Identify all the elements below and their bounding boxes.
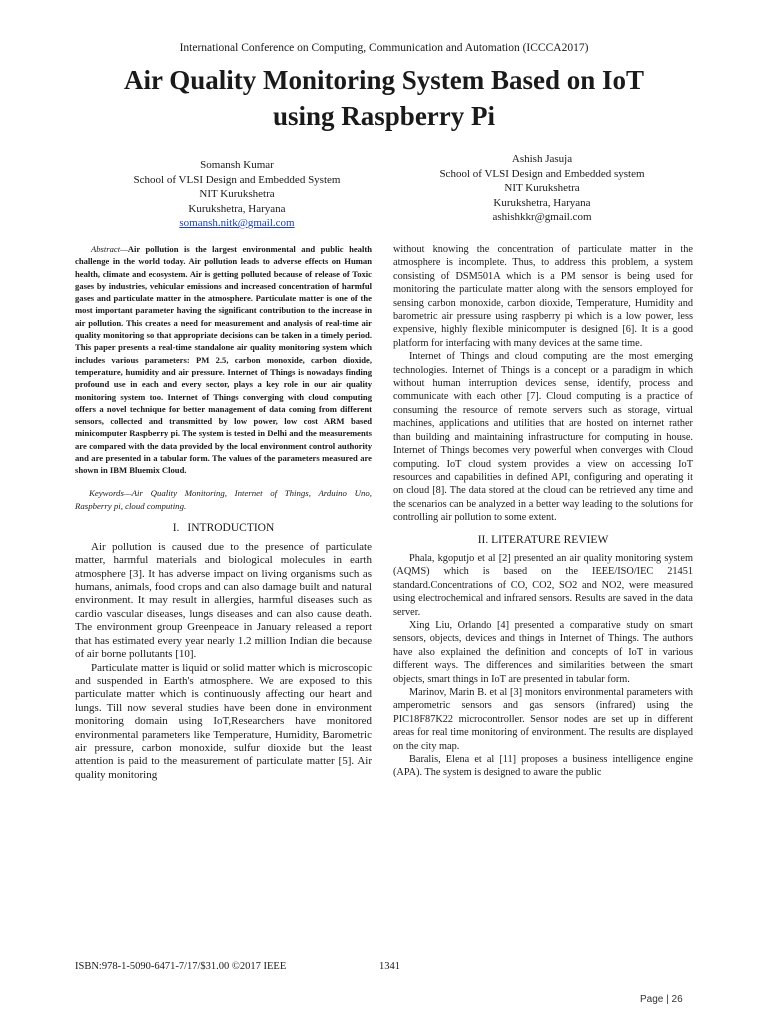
keywords: Keywords—Air Quality Monitoring, Internet of Things, Arduino Uno, Raspberry pi, cloud computing. <box>75 487 372 512</box>
title-line-1: Air Quality Monitoring System Based on IoT <box>123 65 645 95</box>
literature-paragraph-3: Marinov, Marin B. et al [3] monitors environmental parameters with amperometric sensors and gas sensors (infrared) using the PIC18F87K22 microcontroller. Sensor nodes are set up in different areas for real time monitoring of environment. The results are displayed on the city map. <box>393 687 693 752</box>
section-title: INTRODUCTION <box>187 522 275 535</box>
page-label: Page | 26 <box>640 994 683 1005</box>
right-column <box>393 243 693 780</box>
author-institution: NIT Kurukshetra <box>504 182 580 194</box>
conference-header: International Conference on Computing, Communication and Automation (ICCCA2017) <box>179 42 589 54</box>
isbn-text: ISBN:978-1-5090-6471-7/17/$31.00 ©2017 IEEE <box>75 961 287 972</box>
section-heading-literature-review: II. LITERATURE REVIEW <box>477 533 609 546</box>
paper-title <box>60 62 708 134</box>
author-email-link[interactable]: somansh.nitk@gmail.com <box>179 217 295 229</box>
literature-paragraph-2: Xing Liu, Orlando [4] presented a comparative study on smart sensors, objects, devices and things in Internet of Things. The authors have also explained the definition and concepts of IoT in various different ways. The differences and similarities between the smart objects, smart things in IoT are presented in tabular form. <box>393 619 693 685</box>
page-number: 1341 <box>379 961 400 972</box>
author-dept: School of VLSI Design and Embedded system <box>439 167 645 180</box>
title-line-2: using Raspberry Pi <box>272 101 496 131</box>
author-city: Kurukshetra, Haryana <box>188 202 286 215</box>
author-dept: School of VLSI Design and Embedded System <box>133 173 341 186</box>
literature-paragraph-4: Baralis, Elena et al [11] proposes a business intelligence engine (APA). The system is designed to aware the public <box>393 754 693 779</box>
author-block-1 <box>82 158 392 231</box>
literature-paragraph-1: Phala, kgoputjo et al [2] presented an air quality monitoring system (AQMS) which is based on the IEEE/ISO/IEC 21451 standard.Concentrations of CO, CO2, SO2 and NO2, were measured using electrochemical and infrared sensors. Results are saved in the data server. <box>393 552 693 618</box>
intro-paragraph-3: without knowing the concentration of particulate matter in the atmosphere is incomplete. Thus, to address this problem, a system consisting of DSM501A which is a PM sensor is being used for monitoring the particulate matter along with the sensors employed for sensing carbon monoxide, carbon dioxide, Temperature, Humidity and barometric air pressure using raspberry pi which is a low power, less expensive, highly flexible minicomputer is designed [6]. It is a good platform for interfacing with many devices at the same time. <box>393 244 693 349</box>
author-name: Somansh Kumar <box>200 159 274 171</box>
abstract-text: Air pollution is the largest environmental and public health challenge in the world today. Air pollution leads to adverse effects on Human health, climate and ecosystem. Air is getting polluted because of release of Toxic gases by industries, vehicular emissions and increased concentration of harmful gases and particulate matter in the atmosphere. Particulate matter is one of the most important parameter having the significant contribution to the increase in air pollution. This creates a need for measurement and analysis of real-time air quality monitoring so that appropriate decisions can be taken in a timely period. This paper presents a real-time standalone air quality monitoring system which includes various parameters: PM 2.5, carbon monoxide, carbon dioxide, temperature, humidity and air pressure. Internet of Things is nowadays finding profound use in each and every sector, plays a key role in our air quality monitoring system too. Internet of Things converging with cloud computing offers a novel technique for better management of data coming from different sensors, collected and transmitted by low power, low cost ARM based minicomputer Raspberry pi. The system is tested in Delhi and the measurements are compared with the data provided by the local environment control authority and are presented in a tabular form. The values of the parameters measured are shown in IBM Bluemix Cloud. <box>75 244 372 476</box>
author-name: Ashish Jasuja <box>511 153 573 165</box>
left-column <box>75 243 372 782</box>
abstract <box>75 243 372 477</box>
intro-paragraph-2: Particulate matter is liquid or solid matter which is microscopic and suspended in Earth's atmosphere. We are exposed to this particulate matter which is continuously affecting our heart and lungs. Till now several studies have been done in environment monitoring domain using IoT,Researchers have monitored environmental parameters like Temperature, Humidity, Barometric air pressure, carbon monoxide, sulfur dioxide but the least attention is paid to the measurement of particulate matter [5]. Air quality monitoring <box>75 661 372 781</box>
author-block-2 <box>390 152 694 225</box>
intro-paragraph-1: Air pollution is caused due to the presence of particulate matter, harmful materials and biological molecules in earth atmosphere [3]. It has adverse impact on living organisms such as humans, animals, food crops and can also damage built and natural environment. It may result in allergies, harmful diseases such as cardio vascular diseases, lungs diseases and can also cause death. The environment group Greenpeace in January released a report that has estimated every year nearly 1.2 million Indian die because of air borne pollutants [10]. <box>75 540 372 661</box>
abstract-label: Abstract— <box>91 244 128 254</box>
intro-paragraph-4: Internet of Things and cloud computing are the most emerging technologies. Internet of Things is a concept or a paradigm in which without human interruption devices sense, identify, process and communicate with each other [7]. Cloud computing is a practice of consuming the resource of remote servers such as storage, virtual machines, applications and utilities that are hosted on internet rather than building and maintaining infrastructure for computing in house. Internet of Things becomes very powerful when converges with Cloud computing. IoT cloud system provides a view on accessing IoT resources and capabilities in defined API, configuring and operating it on cloud [8]. The data stored at the cloud can be retrieved any time and the scenarios can be analyzed in a better way leading to the solutions for controlling air pollution to some extent. <box>393 351 693 524</box>
author-institution: NIT Kurukshetra <box>199 188 275 200</box>
author-email: ashishkkr@gmail.com <box>492 211 592 223</box>
section-heading-introduction <box>75 522 372 535</box>
section-number: I. <box>172 522 180 535</box>
author-city: Kurukshetra, Haryana <box>493 196 591 209</box>
